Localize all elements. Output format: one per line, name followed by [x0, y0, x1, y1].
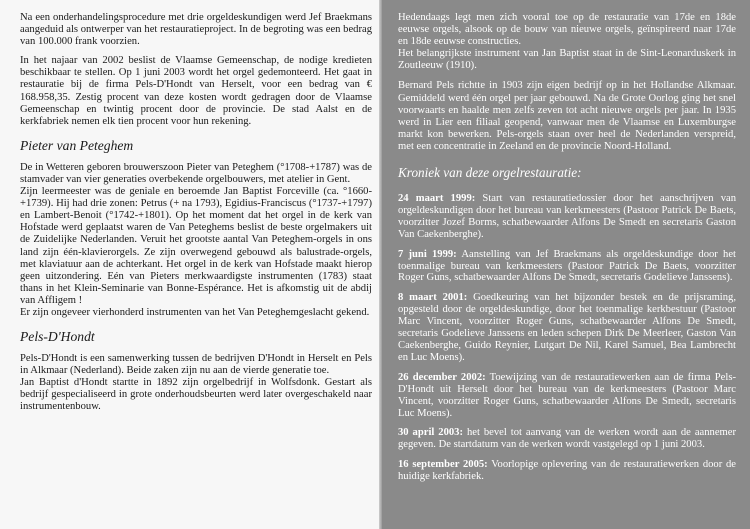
- left-intro-paragraph-2: In het najaar van 2002 beslist de Vlaamse Gemeenschap, de nodige kredieten beschikbaar te stellen. Op 1 juni 2003 wordt het orgel gedemonteerd. Het gaat in restauratie bij de firma Pels-D'Hondt van Herselt, voor een bedrag van € 168.958,35. Zestig procent van deze kosten wordt gedragen door de Vlaamse Gemeenschap en twintig procent door de provincie. De stad Aalst en de kerkfabriek nemen elk tien procent voor hun rekening.: [20, 55, 372, 127]
- chronicle-date: 8 maart 2001:: [398, 292, 468, 304]
- chronicle-date: 24 maart 1999:: [398, 193, 476, 205]
- chronicle-text: Voorlopige oplevering van de restauratiewerken door de huidige kerkfabriek.: [398, 459, 736, 483]
- chronicle-text: Start van restauratiedossier door het aanschrijven van orgeldeskundigen door het bureau van kerkmeesters (Pastoor Patrick De Baets, voorzitter Jozef Borms, schatbewaarder Alfons De Smedt en secretaris Gaston Van Caekenberghe).: [398, 193, 736, 240]
- van-peteghem-paragraph-2: Zijn leermeester was de geniale en beroemde Jan Baptist Forceville (ca. °1660-+1739). Hij had drie zonen: Petrus (+ na 1793), Egidius-Franciscus (°1737-+1797) en Lambert-Benoit (°1742-+1801). Op het moment dat het orgel in de kerk van Hofstade werd geplaatst waren de Van Peteghems beslist de beste orgelmakers uit de Zuidelijke Nederlanden. Veruit het grootste aantal Van Peteghem-orgels in ons land zijn één-klavierorgels. Ze zijn overwegend gebouwd als balustrade-orgels, met klaviatuur aan de achterkant. Het orgel in de kerk van Hofstade maakt hierop geen uitzondering. Eén van Pieters merkwaardigste instrumenten (1783) staat thans in het Klein-Seminarie van Bonne-Espérance. Het is afkomstig uit de abdij van Affligem !: [20, 186, 372, 306]
- right-intro-paragraph-3: Bernard Pels richtte in 1903 zijn eigen bedrijf op in het Hollandse Alkmaar. Gemiddeld werd één orgel per jaar gebouwd. Na de Grote Oorlog ging het snel voorwaarts en haalde men zelfs zeven tot acht nieuwe orgels per jaar. In 1935 werd in Lier een filiaal geopend, vanwaar men de Vlaamse en Luxemburgse markt kon bewerken. Pels-orgels staan over heel de Nederlanden verspreid, met een concentratie in Zeeland en de provincie Noord-Holland.: [398, 80, 736, 152]
- van-peteghem-paragraph-3: Er zijn ongeveer vierhonderd instrumenten van het Van Peteghemgeslacht gekend.: [20, 306, 370, 318]
- chronicle-text: Goedkeuring van het bijzonder bestek en de prijsraming, opgesteld door de orgeldeskundige, door het toenmalige kerkbestuur (Pastoor Marc Vincent, voorzitter Roger Guns, schatbewaarder Alfons De Smedt, secretaris Godelieve Janssens en leden schepen Dirk De Meerleer, Gaston Van Caekenberghe, Guido Reynier, Lutgart De Nil, Karel Samuel, Bea Lambrecht en Luc Moens).: [398, 292, 736, 363]
- chronicle-entry: [398, 372, 736, 420]
- chronicle-date: 26 december 2002:: [398, 371, 486, 383]
- chronicle-heading: Kroniek van deze orgelrestauratie:: [398, 165, 582, 181]
- section-heading-van-peteghem: Pieter van Peteghem: [20, 137, 134, 153]
- right-intro-paragraph-2: Het belangrijkste instrument van Jan Baptist staat in de Sint-Leonarduskerk in Zoutleeuw (1910).: [398, 48, 736, 72]
- pels-dhondt-paragraph-2: Jan Baptist d'Hondt startte in 1892 zijn orgelbedrijf in Wolfsdonk. Gestart als bedrijf gespecialiseerd in grote onderhoudsbeurten werd later overgeschakeld naar instrumentenbouw.: [20, 377, 372, 413]
- chronicle-entry: [398, 459, 736, 483]
- chronicle-date: 7 juni 1999:: [398, 248, 457, 260]
- right-page: [382, 0, 750, 529]
- chronicle-text: Aanstelling van Jef Braekmans als orgeldeskundige door het toenmalige bureau van kerkmeesters (Pastoor Patrick De Baets, voorzitter Roger Guns, schatbewaarder Alfons De Smedt, secretaris Godelieve Janssens).: [398, 248, 736, 284]
- chronicle-entry: [398, 427, 736, 451]
- chronicle-date: 16 september 2005:: [398, 459, 488, 471]
- section-heading-pels-dhondt: Pels-D'Hondt: [20, 329, 95, 345]
- pels-dhondt-paragraph-1: Pels-D'Hondt is een samenwerking tussen de bedrijven D'Hondt in Herselt en Pels in Alkmaar (Nederland). Beide zaken zijn nu aan de vierde generatie toe.: [20, 353, 372, 377]
- chronicle-entry: [398, 193, 736, 241]
- chronicle-text: Toewijzing van de restauratiewerken aan de firma Pels-D'Hondt uit Herselt door het bureau van de kerkmeesters (Pastoor Marc Vincent, voorzitter Roger Guns, schatbewaarder Alfons De Smedt, secretaris Luc Moens).: [398, 371, 736, 419]
- right-intro-paragraph-1: Hedendaags legt men zich vooral toe op de restauratie van 17de en 18de eeuwse orgels, alsook op de bouw van nieuwe orgels, geïnspireerd naar 17de en 18de eeuwse constructies.: [398, 12, 736, 48]
- chronicle-text: het bevel tot aanvang van de werken wordt aan de aannemer gegeven. De startdatum van de werken wordt vastgelegd op 1 juni 2003.: [398, 427, 736, 451]
- chronicle-date: 30 april 2003:: [398, 427, 464, 439]
- van-peteghem-paragraph-1: De in Wetteren geboren brouwerszoon Pieter van Peteghem (°1708-+1787) was de stamvader van vier generaties overbekende orgelbouwers, met atelier in Gent.: [20, 161, 372, 185]
- chronicle-entry: [398, 292, 736, 363]
- left-intro-paragraph-1: Na een onderhandelingsprocedure met drie orgeldeskundigen werd Jef Braekmans aangeduid als ontwerper van het restauratieproject. In de begroting was een bedrag van 100.000 frank voorzien.: [20, 12, 372, 48]
- chronicle-entry: [398, 249, 736, 285]
